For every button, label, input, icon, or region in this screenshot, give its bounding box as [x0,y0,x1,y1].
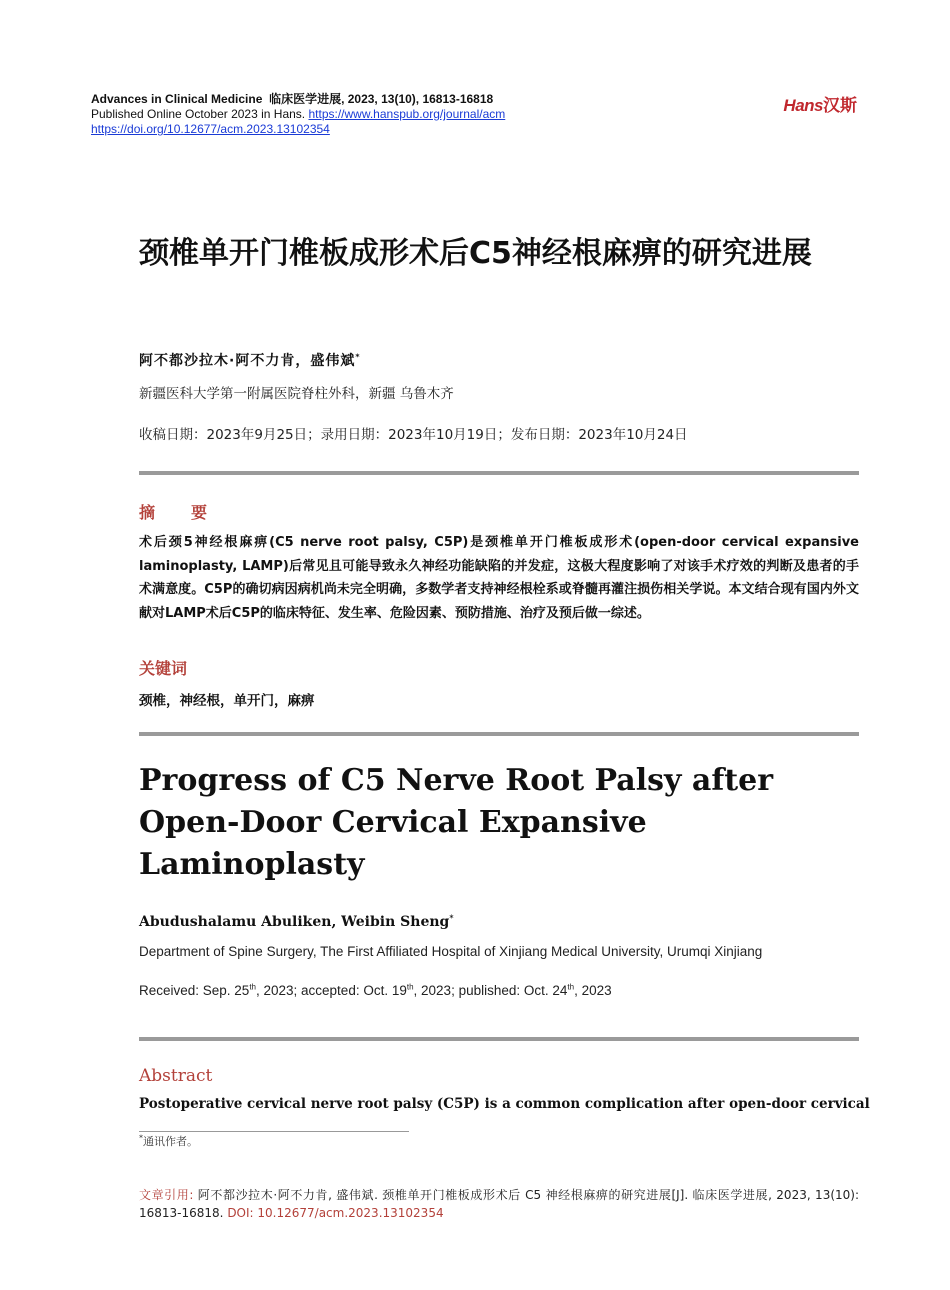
cn-title: 颈椎单开门椎板成形术后C5神经根麻痹的研究进展 [139,236,812,271]
divider-rule [139,732,859,736]
en-authors [139,914,454,930]
received-date: Received: Sep. 25 [139,983,250,998]
journal-name: Advances in Clinical Medicine [91,92,263,106]
dates-suffix: , 2023 [574,983,612,998]
cn-affiliation: 新疆医科大学第一附属医院脊柱外科，新疆 乌鲁木齐 [139,386,454,402]
journal-cn-info: 临床医学进展, 2023, 13(10), 16813-16818 [269,92,494,106]
received-sup: th [249,982,256,992]
cn-author-names: 阿不都沙拉木·阿不力肯，盛伟斌 [139,353,356,369]
cn-authors [139,350,361,370]
en-affiliation: Department of Spine Surgery, The First Affiliated Hospital of Xinjiang Medical University, Urumqi Xinjiang [139,944,763,959]
citation-doi-link[interactable]: DOI: 10.12677/acm.2023.13102354 [223,1206,444,1220]
cn-keywords-heading: 关键词 [139,659,188,678]
cn-author-mark: * [355,352,361,362]
cn-dates: 收稿日期：2023年9月25日；录用日期：2023年10月19日；发布日期：2023年10月24日 [139,427,688,443]
accepted-sup: th [406,982,414,992]
footnote-mark: * [139,1133,143,1143]
divider-rule [139,471,859,475]
journal-url-link[interactable]: https://www.hanspub.org/journal/acm [308,107,506,121]
published-line: Published Online October 2023 in Hans. [91,107,306,121]
divider-rule [139,1037,859,1041]
publisher-logo [783,91,857,116]
footnote [139,1133,198,1149]
citation [139,1186,859,1222]
published-date: , 2023; published: Oct. 24 [413,983,568,998]
en-author-names: Abudushalamu Abuliken, Weibin Sheng [139,914,450,930]
en-author-mark: * [449,912,454,923]
logo-latin: Hans [783,96,823,115]
en-abstract-heading: Abstract [139,1066,213,1086]
journal-header [91,92,505,137]
citation-label: 文章引用: [139,1188,194,1202]
cn-keywords: 颈椎，神经根，单开门，麻痹 [139,693,315,709]
citation-text: 阿不都沙拉木·阿不力肯, 盛伟斌. 颈椎单开门椎板成形术后 C5 神经根麻痹的研究进展[J]. 临床医学进展, 2023, 13(10): 16813-16818. [139,1188,860,1220]
footnote-text: 通讯作者。 [143,1135,198,1148]
logo-cn: 汉斯 [823,96,857,115]
published-sup: th [567,982,575,992]
cn-abstract-heading: 摘 要 [139,503,218,522]
en-title: Progress of C5 Nerve Root Palsy after Open-Door Cervical Expansive Laminoplasty [139,763,773,882]
accepted-date: , 2023; accepted: Oct. 19 [256,983,407,998]
doi-url-link[interactable]: https://doi.org/10.12677/acm.2023.13102354 [91,122,330,136]
en-abstract-body: Postoperative cervical nerve root palsy (C5P) is a common complication after open-door cervical [139,1096,870,1112]
cn-abstract-body: 术后颈5神经根麻痹(C5 nerve root palsy, C5P)是颈椎单开门椎板成形术(open-door cervical expansive laminoplasty, LAMP)后常见且可能导致永久神经功能缺陷的并发症，这极大程度影响了对该手术疗效的判断及患者的手术满意度。C5P的确切病因病机尚未完全明确，多数学者支持神经根栓系或脊髓再灌注损伤相关学说。本文结合现有国内外文献对LAMP术后C5P的临床特征、发生率、危险因素、预防措施、治疗及预后做一综述。 [139,535,859,621]
footnote-rule [139,1131,409,1132]
en-dates [139,983,612,998]
